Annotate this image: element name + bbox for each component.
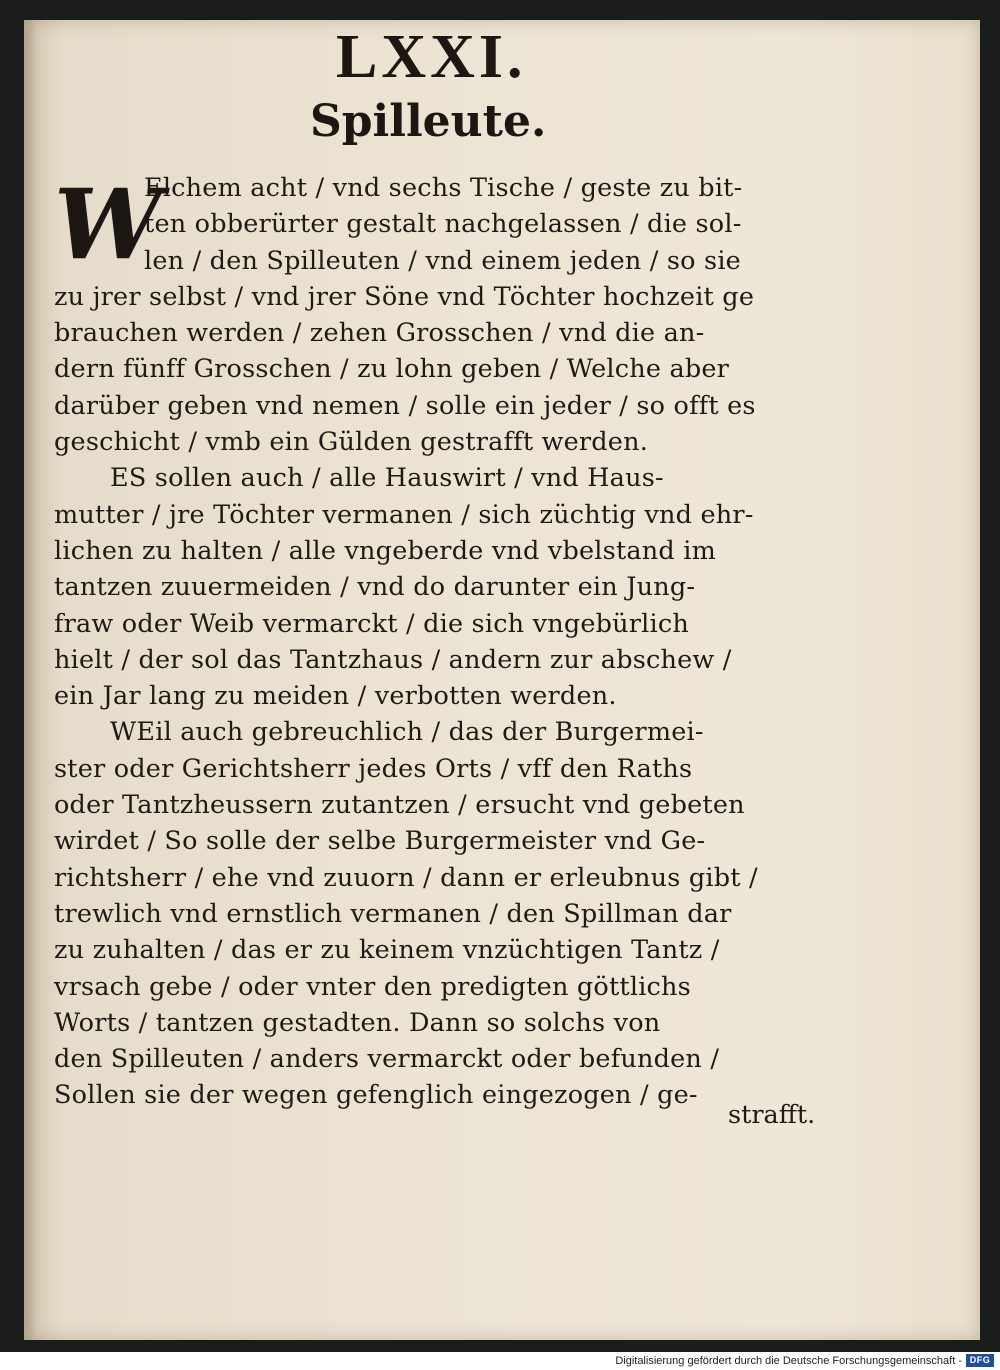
text-line: len / den Spilleuten / vnd einem jeden / so sie [144, 245, 741, 276]
drop-initial: W [54, 168, 162, 281]
text-line: oder Tantzheussern zutantzen / ersucht vnd gebeten [54, 790, 745, 821]
text-line: dern fünff Grosschen / zu lohn geben / Welche aber [54, 354, 730, 385]
text-line: Worts / tantzen gestadten. Dann so solchs von [54, 1007, 661, 1038]
text-line: ster oder Gerichtsherr jedes Orts / vff den Raths [54, 753, 693, 784]
text-line: darüber geben vnd nemen / solle ein jeder / so offt es [54, 390, 756, 421]
text-line: brauchen werden / zehen Grosschen / vnd die an- [54, 318, 705, 349]
folio-number: LXXI. [336, 23, 527, 91]
text-line: ten obberürter gestalt nachgelassen / die sol- [144, 209, 742, 240]
text-line: WEil auch gebreuchlich / das der Burgermei- [110, 717, 704, 748]
dfg-logo: DFG [966, 1354, 994, 1367]
text-line: zu jrer selbst / vnd jrer Söne vnd Töchter hochzeit ge [54, 281, 755, 312]
digitization-credit: Digitalisierung gefördert durch die Deutsche Forschungsgemeinschaft - [615, 1355, 962, 1367]
body-text [54, 170, 824, 1114]
text-line: den Spilleuten / anders vermarckt oder befunden / [54, 1044, 720, 1075]
text-line: zu zuhalten / das er zu keinem vnzüchtigen Tantz / [54, 935, 720, 966]
text-line: ein Jar lang zu meiden / verbotten werden. [54, 681, 617, 712]
text-line: fraw oder Weib vermarckt / die sich vngebürlich [54, 608, 689, 639]
section-heading: Spilleute. [310, 96, 547, 147]
text-line: wirdet / So solle der selbe Burgermeister vnd Ge- [54, 826, 706, 857]
text-line: geschicht / vmb ein Gülden gestrafft werden. [54, 427, 649, 458]
text-line: ES sollen auch / alle Hauswirt / vnd Haus- [110, 463, 664, 494]
text-line: lichen zu halten / alle vngeberde vnd vbelstand im [54, 535, 716, 566]
text-line: Sollen sie der wegen gefenglich eingezogen / ge- [54, 1080, 698, 1111]
text-line: Elchem acht / vnd sechs Tische / geste zu bit- [144, 173, 743, 203]
text-line: hielt / der sol das Tantzhaus / andern zur abschew / [54, 644, 732, 675]
text-line: trewlich vnd ernstlich vermanen / den Spillman dar [54, 898, 732, 929]
text-line: vrsach gebe / oder vnter den predigten göttlichs [54, 971, 691, 1002]
page-gutter-shadow [24, 20, 36, 1340]
text-line: richtsherr / ehe vnd zuuorn / dann er erleubnus gibt / [54, 862, 758, 893]
catchword: strafft. [728, 1100, 816, 1130]
text-line: tantzen zuuermeiden / vnd do darunter ein Jung- [54, 572, 696, 603]
text-line: mutter / jre Töchter vermanen / sich züchtig vnd ehr- [54, 499, 754, 530]
